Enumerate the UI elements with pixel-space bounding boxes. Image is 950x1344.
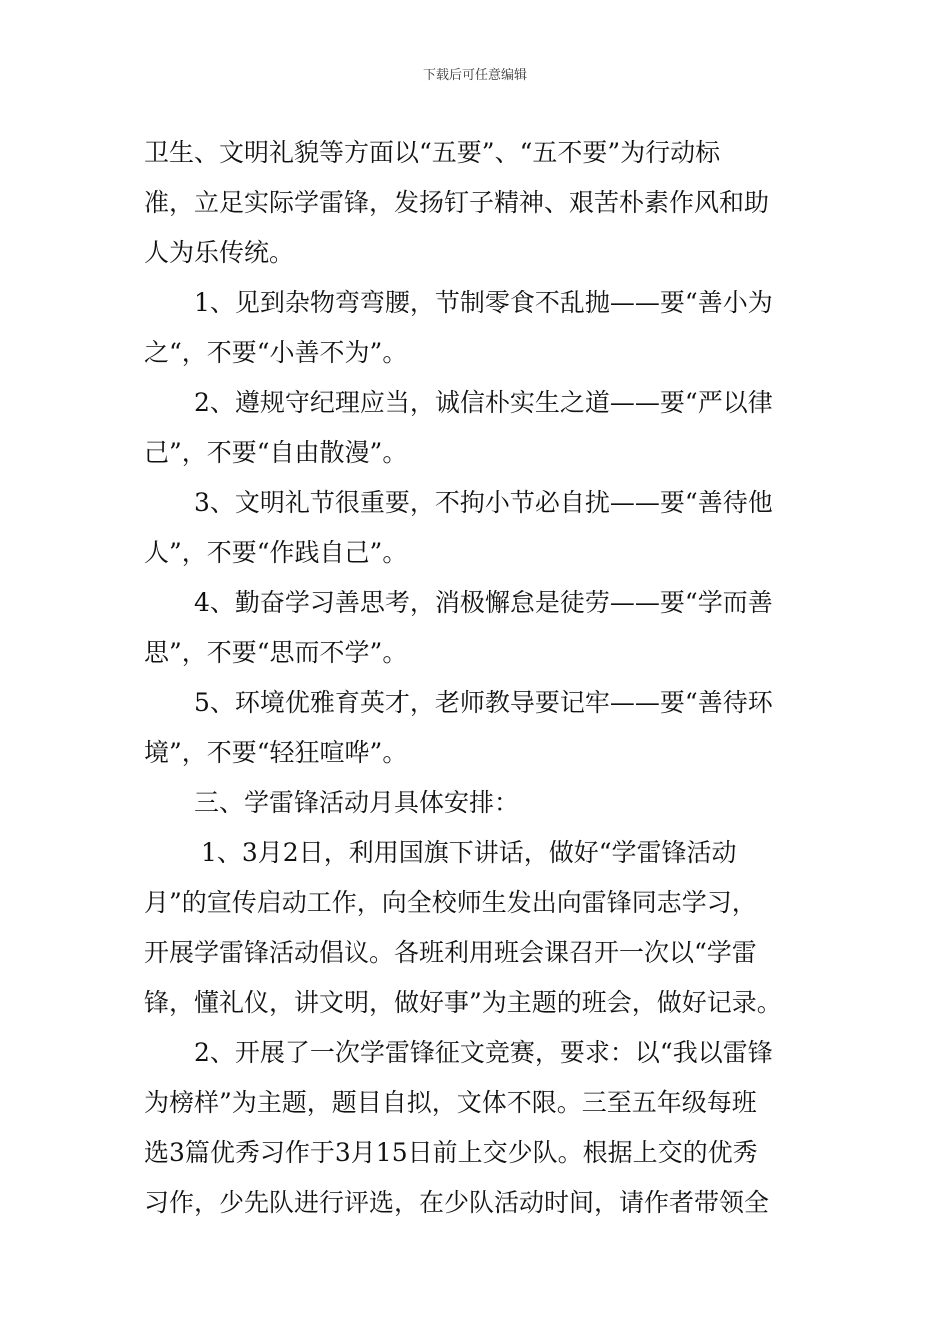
list-item-first-line: 3、文明礼节很重要，不拘小节必自扰——要“善待他 [194, 488, 773, 517]
text-line: 准，立足实际学雷锋，发扬钉子精神、艰苦朴素作风和助 [144, 188, 770, 217]
text-line: 为榜样”为主题，题目自拟，文体不限。三至五年级每班 [144, 1088, 757, 1117]
list-item-first-line: 2、遵规守纪理应当，诚信朴实生之道——要“严以律 [194, 388, 773, 417]
text-line: 习作，少先队进行评选，在少队活动时间，请作者带领全 [144, 1188, 770, 1217]
document-body [144, 128, 816, 1228]
text-line: 月”的宣传启动工作，向全校师生发出向雷锋同志学习， [144, 888, 757, 917]
list-item-first-line: 4、勤奋学习善思考，消极懈怠是徒劳——要“学而善 [194, 588, 773, 617]
text-line: 人”，不要“作践自己”。 [144, 538, 408, 567]
text-line: 之“，不要“小善不为”。 [144, 338, 408, 367]
text-line: 选3篇优秀习作于3月15日前上交少队。根据上交的优秀 [144, 1138, 758, 1167]
text-line: 思”，不要“思而不学”。 [144, 638, 408, 667]
list-item-first-line: 1、3月2日，利用国旗下讲话，做好“学雷锋活动 [201, 838, 737, 867]
text-line: 锋，懂礼仪，讲文明，做好事”为主题的班会，做好记录。 [144, 988, 782, 1017]
text-line: 开展学雷锋活动倡议。各班利用班会课召开一次以“学雷 [144, 938, 757, 967]
list-item-first-line: 5、环境优雅育英才，老师教导要记牢——要“善待环 [194, 688, 773, 717]
text-line: 己”，不要“自由散漫”。 [144, 438, 408, 467]
list-item-first-line: 2、开展了一次学雷锋征文竞赛，要求：以“我以雷锋 [194, 1038, 773, 1067]
text-line: 境”，不要“轻狂喧哗”。 [144, 738, 408, 767]
text-line: 人为乐传统。 [144, 238, 295, 267]
page-header: 下载后可任意编辑 [422, 68, 527, 83]
text-line: 卫生、文明礼貌等方面以“五要”、“五不要”为行动标 [144, 138, 721, 167]
list-item-first-line: 1、见到杂物弯弯腰，节制零食不乱抛——要“善小为 [194, 288, 773, 317]
section-heading: 三、学雷锋活动月具体安排： [194, 788, 520, 817]
